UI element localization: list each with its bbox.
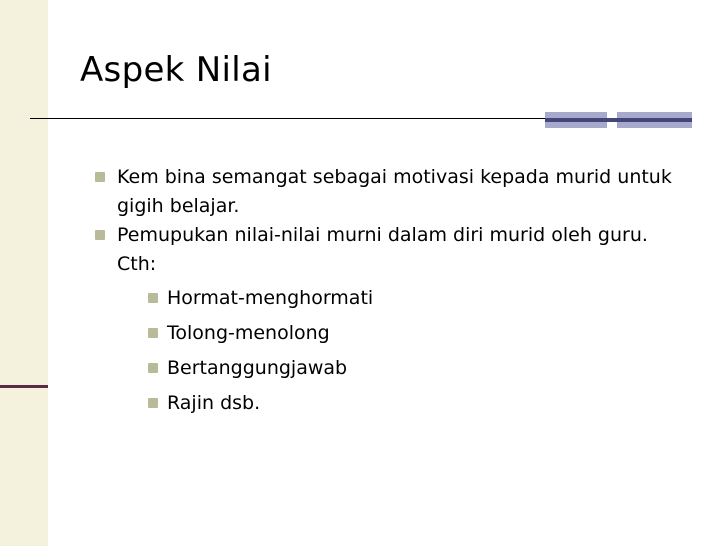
square-bullet-icon bbox=[148, 328, 158, 338]
square-bullet-icon bbox=[148, 398, 158, 408]
square-bullet-icon bbox=[95, 230, 105, 240]
sub-bullet-text: Rajin dsb. bbox=[167, 392, 261, 414]
square-bullet-icon bbox=[148, 363, 158, 373]
bullet-list bbox=[97, 163, 687, 421]
sub-bullet-item bbox=[117, 281, 687, 316]
side-band bbox=[0, 0, 48, 546]
bullet-text: Kem bina semangat sebagai motivasi kepada murid untuk gigih belajar. bbox=[117, 166, 672, 217]
bullet-item bbox=[97, 163, 687, 221]
square-bullet-icon bbox=[148, 293, 158, 303]
slide-title: Aspek Nilai bbox=[80, 50, 272, 90]
sub-bullet-text: Hormat-menghormati bbox=[167, 287, 374, 309]
sub-bullet-text: Tolong-menolong bbox=[167, 322, 330, 344]
side-band-accent bbox=[0, 385, 48, 388]
bullet-item bbox=[97, 221, 687, 421]
sub-bullet-item bbox=[117, 351, 687, 386]
header-decoration-line bbox=[545, 118, 692, 122]
square-bullet-icon bbox=[95, 172, 105, 182]
sub-bullet-item bbox=[117, 386, 687, 421]
bullet-text: Pemupukan nilai-nilai murni dalam diri murid oleh guru. Cth: bbox=[117, 224, 648, 275]
sub-bullet-list bbox=[117, 281, 687, 421]
sub-bullet-text: Bertanggungjawab bbox=[167, 357, 348, 379]
sub-bullet-item bbox=[117, 316, 687, 351]
slide-content bbox=[97, 163, 687, 421]
